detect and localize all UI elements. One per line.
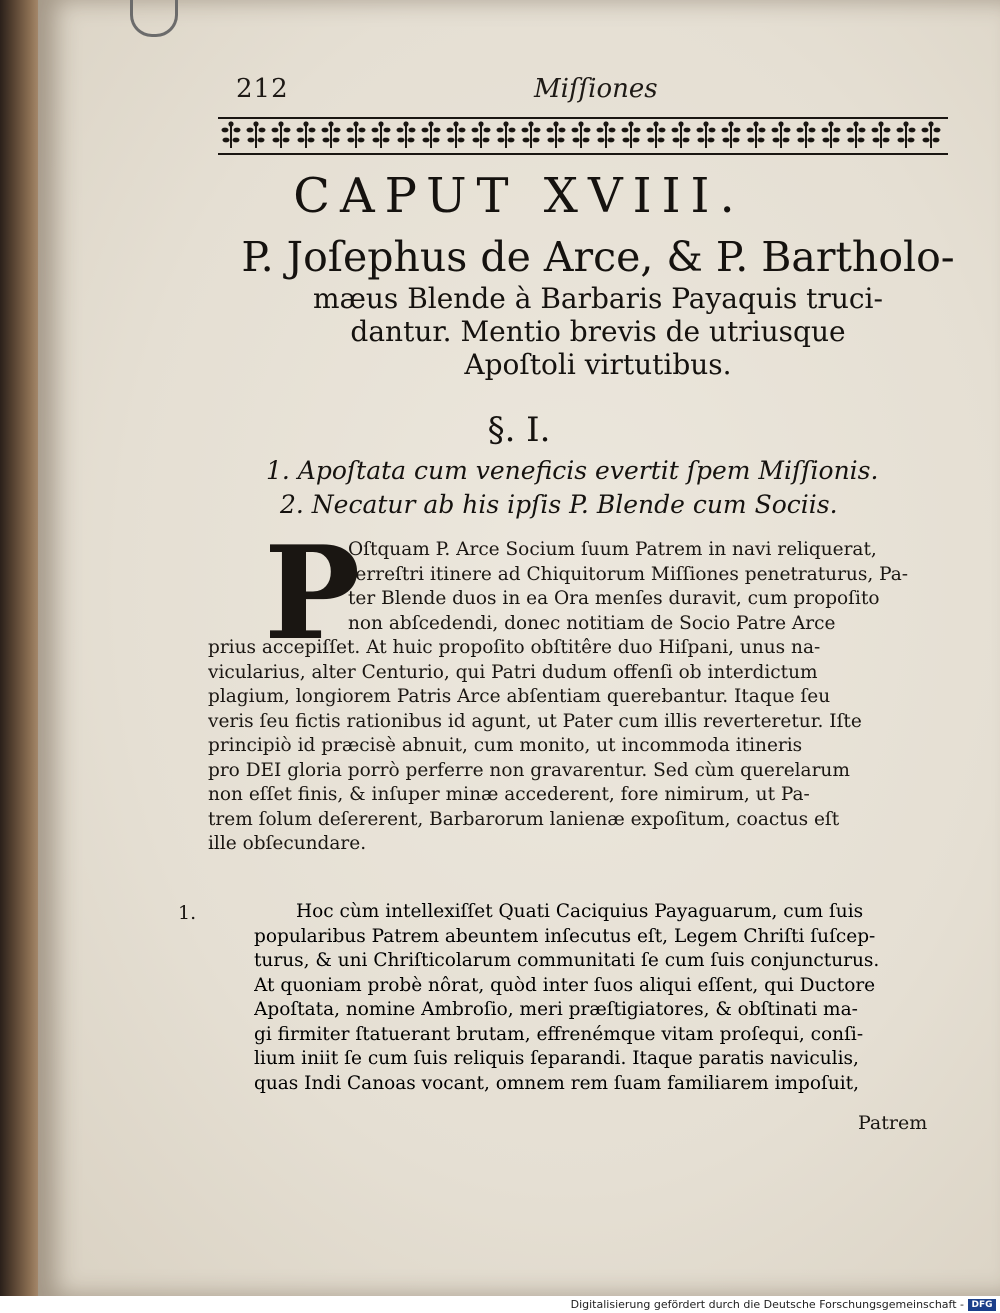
ornament-motif-icon — [872, 121, 891, 148]
text-line: quas Indi Canoas vocant, omnem rem ſuam familiarem impoſuit, — [254, 1072, 859, 1094]
ornament-motif-icon — [697, 121, 716, 148]
text-line: plagium, longiorem Patris Arce abſentiam querebantur. Itaque ſeu — [208, 686, 831, 707]
text-line: veris ſeu fictis rationibus id agunt, ut Pater cum illis reverteretur. Iſte — [208, 710, 862, 732]
ornament-motif-icon — [322, 121, 341, 148]
ornament-motif-icon — [297, 121, 316, 148]
ornament-motif-icon — [347, 121, 366, 148]
ornament-motif-icon — [247, 121, 266, 148]
text-line: Hoc cùm intellexiſſet Quati Caciquius Payaguarum, cum ſuis — [296, 901, 864, 922]
ornament-motif-icon — [522, 121, 541, 148]
text-line: vicularius, alter Centurio, qui Patri dudum offenſi ob interdictum — [208, 661, 818, 683]
page-number: 212 — [236, 74, 289, 104]
drop-cap: P — [264, 519, 361, 669]
catchword: Patrem — [858, 1112, 928, 1134]
section-summary — [266, 454, 966, 522]
ornament-motif-icon — [922, 121, 941, 148]
ornament-motif-icon — [572, 121, 591, 148]
paragraph-1 — [208, 519, 960, 857]
margin-number: 1. — [178, 902, 197, 924]
footer-credit: Digitalisierung gefördert durch die Deutsche Forschungsgemeinschaft - — [570, 1298, 964, 1311]
ornament-motif-icon — [647, 121, 666, 148]
text-line: trem ſolum deſererent, Barbarorum lanienæ expoſitum, coactus eſt — [208, 808, 840, 830]
summary-line: 2. Necatur ab his ipſis P. Blende cum Sociis. — [280, 490, 838, 519]
text-line: gi firmiter ſtatuerant brutam, effrenémque vitam proſequi, conſi- — [254, 1023, 864, 1045]
text-line: terreſtri itinere ad Chiquitorum Miſſiones penetraturus, Pa- — [348, 563, 908, 585]
book-page — [38, 0, 1000, 1296]
ornament-motif-icon — [547, 121, 566, 148]
page-header — [38, 74, 1000, 114]
text-line: At quoniam probè nôrat, quòd inter ſuos aliqui eſſent, qui Ductore — [254, 974, 876, 996]
subtitle-line: Apoſtoli virtutibus. — [464, 348, 732, 381]
text-line: Oſtquam P. Arce Socium ſuum Patrem in navi reliquerat, — [348, 539, 877, 560]
footer-bar — [0, 1296, 1000, 1313]
ornament-motif-icon — [472, 121, 491, 148]
text-line: turus, & uni Chriſticolarum communitati ſe cum ſuis conjuncturus. — [254, 950, 880, 971]
ornament-motif-icon — [422, 121, 441, 148]
ornament-motif-icon — [372, 121, 391, 148]
ornament-motif-icon — [397, 121, 416, 148]
dfg-logo: DFG — [968, 1299, 996, 1311]
ornament-motif-icon — [622, 121, 641, 148]
ornamental-border-icon — [218, 116, 948, 156]
chapter-subtitle — [238, 232, 958, 381]
paragraph-2 — [254, 900, 960, 1096]
subtitle-line: P. Joſephus de Arce, & P. Bartholo- — [241, 233, 955, 281]
section-heading: §. I. — [487, 410, 551, 450]
text-line: ter Blende duos in ea Ora menſes duravit, cum propoſito — [348, 588, 880, 609]
subtitle-line: mæus Blende à Barbaris Payaquis truci- — [313, 282, 883, 315]
text-line: non abſcedendi, donec notitiam de Socio Patre Arce — [348, 612, 836, 634]
text-line: Apoſtata, nomine Ambroſio, meri præſtigiatores, & obſtinati ma- — [254, 999, 858, 1020]
ornament-motif-icon — [222, 121, 241, 148]
summary-line: 1. Apoſtata cum veneficis evertit ſpem Miſſionis. — [266, 456, 879, 485]
ornament-motif-icon — [272, 121, 291, 148]
ornament-motif-icon — [497, 121, 516, 148]
chapter-title: CAPUT XVIII. — [293, 168, 745, 224]
book-spine — [0, 0, 42, 1313]
text-line: ille obſecundare. — [208, 833, 367, 854]
ornament-motif-icon — [447, 121, 466, 148]
ornament-motif-icon — [847, 121, 866, 148]
text-line: non eſſet finis, & inſuper minæ accederent, fore nimirum, ut Pa- — [208, 784, 810, 805]
page-clip-icon — [130, 0, 178, 37]
ornament-motif-icon — [597, 121, 616, 148]
text-line: prius accepiſſet. At huic propoſito obſtitêre duo Hiſpani, unus na- — [208, 637, 821, 658]
text-line: lium iniit ſe cum ſuis reliquis ſeparandi. Itaque paratis naviculis, — [254, 1048, 859, 1069]
text-line: principiò id præcisè abnuit, cum monito, ut incommoda itineris — [208, 735, 803, 756]
text-line: pro DEI gloria porrò perferre non gravarentur. Sed cùm querelarum — [208, 759, 850, 781]
running-head: Miſſiones — [534, 74, 658, 104]
subtitle-line: dantur. Mentio brevis de utriusque — [350, 315, 846, 348]
ornament-motif-icon — [897, 121, 916, 148]
text-line: popularibus Patrem abeuntem inſecutus eſt, Legem Chriſti ſuſcep- — [254, 925, 876, 947]
ornament-motif-icon — [822, 121, 841, 148]
ornament-motif-icon — [722, 121, 741, 148]
ornament-motif-icon — [797, 121, 816, 148]
ornament-motif-icon — [747, 121, 766, 148]
ornament-motif-icon — [772, 121, 791, 148]
ornament-motif-icon — [672, 121, 691, 148]
